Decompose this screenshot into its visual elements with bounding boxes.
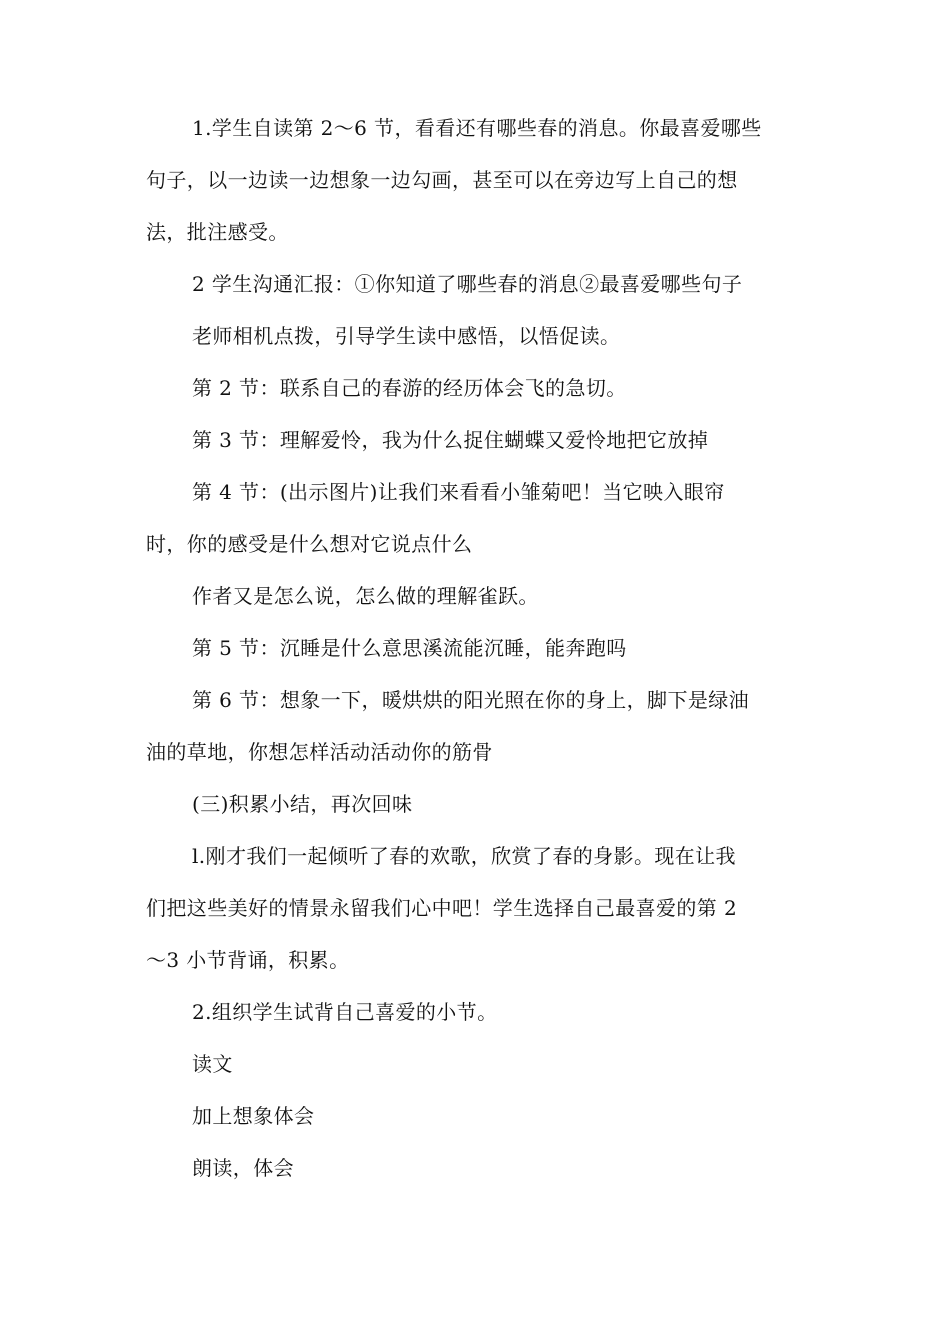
paragraph-line: 油的草地，你想怎样活动活动你的筋骨 xyxy=(146,740,493,764)
paragraph-line: 第 6 节：想象一下，暖烘烘的阳光照在你的身上，脚下是绿油 xyxy=(192,688,750,712)
note-line: 加上想象体会 xyxy=(192,1104,315,1128)
paragraph-line: 1.学生自读第 2～6 节，看看还有哪些春的消息。你最喜爱哪些 xyxy=(192,116,762,140)
paragraph-line: ～3 小节背诵，积累。 xyxy=(146,948,350,972)
paragraph-line: 法，批注感受。 xyxy=(146,220,289,244)
paragraph-line: 句子，以一边读一边想象一边勾画，甚至可以在旁边写上自己的想 xyxy=(146,168,738,192)
paragraph-line: 时，你的感受是什么想对它说点什么 xyxy=(146,532,473,556)
paragraph-line: 2 学生沟通汇报：①你知道了哪些春的消息②最喜爱哪些句子 xyxy=(192,272,743,296)
paragraph-line: l.刚才我们一起倾听了春的欢歌，欣赏了春的身影。现在让我 xyxy=(192,844,736,868)
paragraph-line: 第 4 节：(出示图片)让我们来看看小雏菊吧！当它映入眼帘 xyxy=(192,480,725,504)
paragraph-line: 2.组织学生试背自己喜爱的小节。 xyxy=(192,1000,498,1024)
note-line: 朗读，体会 xyxy=(192,1156,294,1180)
paragraph-line: 第 5 节：沉睡是什么意思溪流能沉睡，能奔跑吗 xyxy=(192,636,627,660)
paragraph-line: 第 3 节：理解爱怜，我为什么捉住蝴蝶又爱怜地把它放掉 xyxy=(192,428,709,452)
note-line: 读文 xyxy=(192,1052,233,1076)
paragraph-line: 们把这些美好的情景永留我们心中吧！学生选择自己最喜爱的第 2 xyxy=(146,896,738,920)
section-heading: (三)积累小结，再次回味 xyxy=(192,792,413,816)
paragraph-line: 第 2 节：联系自己的春游的经历体会飞的急切。 xyxy=(192,376,627,400)
paragraph-line: 老师相机点拨，引导学生读中感悟，以悟促读。 xyxy=(192,324,621,348)
paragraph-line: 作者又是怎么说，怎么做的理解雀跃。 xyxy=(192,584,539,608)
